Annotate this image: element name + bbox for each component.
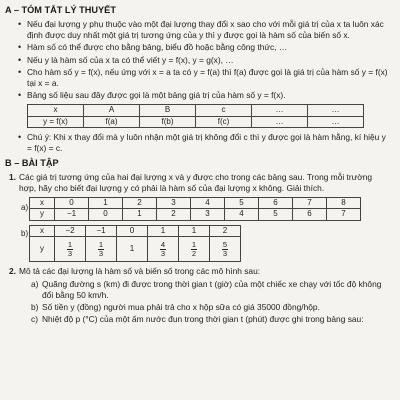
table-cell: y = f(x) xyxy=(28,116,84,127)
table-cell: −2 xyxy=(55,225,86,236)
table-cell: 8 xyxy=(327,197,361,208)
table-cell: 0 xyxy=(89,209,123,220)
sub-item xyxy=(31,302,390,313)
table-cell xyxy=(210,237,241,262)
table-cell: x xyxy=(28,105,84,116)
theory-bullets xyxy=(5,19,390,101)
table-cell: B xyxy=(140,105,196,116)
table-a-wrap xyxy=(19,197,390,221)
table-b xyxy=(29,225,241,262)
table-row xyxy=(28,116,364,127)
bullet-item: • Hàm số có thể được cho bằng bảng, biểu đồ hoặc bằng công thức, … xyxy=(27,42,390,53)
table-row xyxy=(28,105,364,116)
table-cell: 6 xyxy=(293,209,327,220)
table-cell: 3 xyxy=(157,197,191,208)
sub-item-text: Nhiệt độ p (°C) của một ấm nước đun trong thời gian t (phút) được ghi trong bảng sau: xyxy=(42,313,364,324)
exercise-text: Mô tả các đại lượng là hàm số và biến số trong các mô hình sau: xyxy=(19,266,261,276)
bullet-item: • Cho hàm số y = f(x), nếu ứng với x = a ta có y = f(a) thì f(a) được gọi là giá trị của hàm số y = f(x) tại x = a. xyxy=(27,67,390,89)
table-cell: c xyxy=(196,105,252,116)
table-cell: x xyxy=(30,225,55,236)
table-cell: 4 xyxy=(191,197,225,208)
sub-item xyxy=(31,314,390,325)
table-row xyxy=(30,209,361,220)
exercise-list xyxy=(5,172,390,325)
fraction-denominator: 3 xyxy=(67,248,73,258)
section-b-title: B – BÀI TẬP xyxy=(5,158,59,169)
table-cell: … xyxy=(252,105,308,116)
fraction xyxy=(67,241,73,257)
table-row xyxy=(30,237,241,262)
exercise-2-items xyxy=(19,279,390,325)
table-cell: f(c) xyxy=(196,116,252,127)
table-cell: … xyxy=(308,116,364,127)
fraction-numerator: 1 xyxy=(98,239,104,249)
sub-item xyxy=(31,279,390,301)
fraction-denominator: 3 xyxy=(98,248,104,258)
table-cell: f(b) xyxy=(140,116,196,127)
sub-item-text: Số tiền y (đồng) người mua phải trả cho x hộp sữa có giá 35000 đồng/hộp. xyxy=(42,301,320,312)
table-cell: 2 xyxy=(210,225,241,236)
table-b-wrap xyxy=(19,225,390,262)
sub-item-label: a) xyxy=(31,278,39,289)
sub-item-label: c) xyxy=(31,313,38,324)
fraction-denominator: 2 xyxy=(191,248,197,258)
table-cell xyxy=(179,237,210,262)
note-text: • Chú ý: Khi x thay đổi mà y luôn nhận một giá trị không đổi c thì y được gọi là hàm hằng, kí hiệu y = f(x) = c. xyxy=(27,132,390,154)
table-a xyxy=(29,197,361,221)
fraction-denominator: 3 xyxy=(160,248,166,258)
table-cell: A xyxy=(84,105,140,116)
table-cell: −1 xyxy=(55,209,89,220)
exercise-2 xyxy=(9,266,390,277)
table-cell: 1 xyxy=(89,197,123,208)
fraction-numerator: 4 xyxy=(160,239,166,249)
sub-item-label: b) xyxy=(31,301,39,312)
table-cell: 4 xyxy=(225,209,259,220)
fraction-numerator: 1 xyxy=(67,239,73,249)
fraction xyxy=(98,241,104,257)
table-cell xyxy=(148,237,179,262)
sub-label-b: b) xyxy=(21,228,29,238)
fraction xyxy=(191,241,197,257)
value-table xyxy=(27,104,364,128)
table-row xyxy=(30,197,361,208)
table-cell xyxy=(55,237,86,262)
exercise-text: Các giá trị tương ứng của hai đại lượng x và y được cho trong các bảng sau. Trong mỗi trường hợp, hãy cho biết đại lượng y có phải là hàm số của đại lượng x không. Giải thích. xyxy=(19,171,373,193)
table-cell: 1 xyxy=(123,209,157,220)
note-list xyxy=(5,132,390,154)
exercise-1 xyxy=(9,171,390,194)
table-cell: 1 xyxy=(179,225,210,236)
section-a-title: A – TÓM TẮT LÝ THUYẾT xyxy=(5,5,116,15)
bullet-item: • Nếu y là hàm số của x ta có thể viết y = f(x), y = g(x), … xyxy=(27,55,390,66)
table-row xyxy=(30,225,241,236)
table-cell xyxy=(86,237,117,262)
table-cell: 6 xyxy=(259,197,293,208)
fraction-numerator: 1 xyxy=(191,239,197,249)
table-cell: 2 xyxy=(157,209,191,220)
table-cell: y xyxy=(30,209,55,220)
exercise-number: 2. xyxy=(9,266,16,276)
table-cell: 0 xyxy=(55,197,89,208)
table-cell: 3 xyxy=(191,209,225,220)
table-cell: 1 xyxy=(148,225,179,236)
table-cell: 5 xyxy=(225,197,259,208)
table-cell: … xyxy=(308,105,364,116)
table-cell: 7 xyxy=(293,197,327,208)
table-cell: 2 xyxy=(123,197,157,208)
exercise-number: 1. xyxy=(9,171,16,182)
bullet-item: • Nếu đại lượng y phụ thuộc vào một đại lượng thay đổi x sao cho với mỗi giá trị của x ta luôn xác định được duy nhất một giá trị tương ứng của y thì y được gọi là hàm số của biến số x. xyxy=(27,19,390,41)
table-cell: y xyxy=(30,237,55,262)
table-cell: 7 xyxy=(327,209,361,220)
table-cell: 1 xyxy=(117,237,148,262)
sub-label-a: a) xyxy=(21,202,29,212)
table-cell: −1 xyxy=(86,225,117,236)
fraction xyxy=(160,241,166,257)
fraction-numerator: 5 xyxy=(222,239,228,249)
table-cell: 0 xyxy=(117,225,148,236)
fraction-denominator: 3 xyxy=(222,248,228,258)
table-cell: 5 xyxy=(259,209,293,220)
table-cell: x xyxy=(30,197,55,208)
table-cell: … xyxy=(252,116,308,127)
table-cell: f(a) xyxy=(84,116,140,127)
sub-item-text: Quãng đường s (km) đi được trong thời gian t (giờ) của một chiếc xe chạy với tốc độ không đổi bằng 50 km/h. xyxy=(42,278,382,300)
fraction xyxy=(222,241,228,257)
bullet-item: • Bảng số liệu sau đây được gọi là một bảng giá trị của hàm số y = f(x). xyxy=(27,90,390,101)
